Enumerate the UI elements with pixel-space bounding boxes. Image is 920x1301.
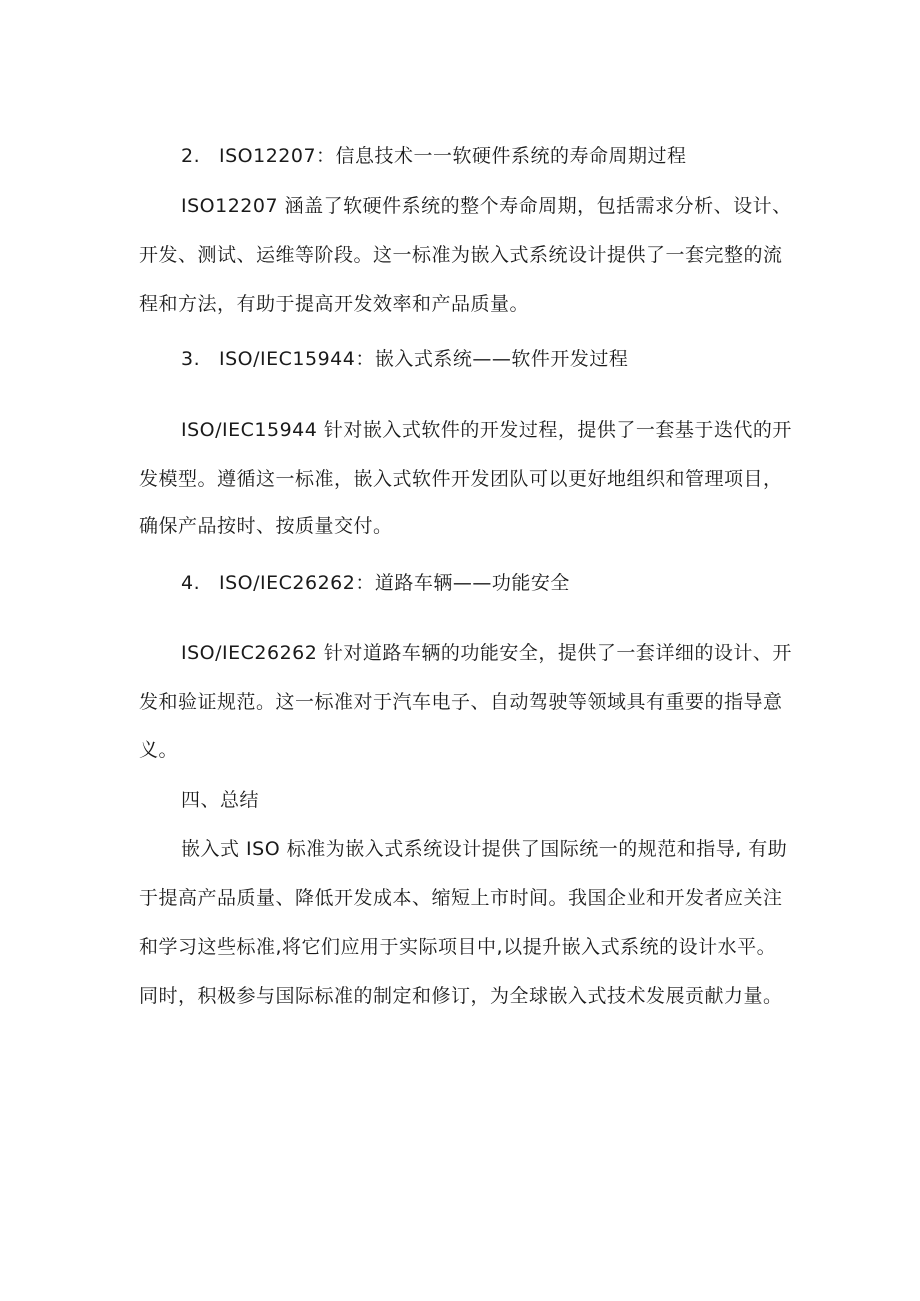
section-heading: [181, 144, 687, 168]
paragraph-line: 同时，积极参与国际标准的制定和修订，为全球嵌入式技术发展贡献力量。: [139, 985, 783, 1007]
paragraph-line: ISO12207 涵盖了软硬件系统的整个寿命周期，包括需求分析、设计、: [181, 195, 792, 217]
paragraph-line: 嵌入式 ISO 标准为嵌入式系统设计提供了国际统一的规范和指导, 有助: [181, 838, 788, 860]
paragraph-line: 程和方法，有助于提高开发效率和产品质量。: [139, 293, 530, 315]
paragraph-line: 发模型。遵循这一标准，嵌入式软件开发团队可以更好地组织和管理项目，: [139, 468, 783, 490]
section-heading: [181, 347, 628, 371]
paragraph-line: 确保产品按时、按质量交付。: [139, 515, 393, 537]
section-title: ISO/IEC15944：嵌入式系统——软件开发过程: [219, 348, 629, 370]
summary-heading: 四、总结: [181, 789, 260, 811]
section-number: 3.: [181, 348, 201, 370]
paragraph-line: 开发、测试、运维等阶段。这一标准为嵌入式系统设计提供了一套完整的流: [139, 244, 783, 266]
paragraph-line: 于提高产品质量、降低开发成本、缩短上市时间。我国企业和开发者应关注: [139, 887, 783, 909]
paragraph-line: ISO/IEC26262 针对道路车辆的功能安全，提供了一套详细的设计、开: [181, 642, 792, 664]
paragraph-line: 和学习这些标准,将它们应用于实际项目中,以提升嵌入式系统的设计水平。: [139, 936, 777, 958]
section-title: ISO/IEC26262：道路车辆——功能安全: [219, 572, 570, 594]
section-title: ISO12207：信息技术一一软硬件系统的寿命周期过程: [219, 145, 687, 167]
section-number: 2.: [181, 145, 201, 167]
section-heading: [181, 571, 570, 595]
paragraph-line: 发和验证规范。这一标准对于汽车电子、自动驾驶等领域具有重要的指导意: [139, 691, 783, 713]
section-number: 4.: [181, 572, 201, 594]
paragraph-line: ISO/IEC15944 针对嵌入式软件的开发过程，提供了一套基于迭代的开: [181, 419, 792, 441]
paragraph-line: 义。: [139, 739, 179, 761]
